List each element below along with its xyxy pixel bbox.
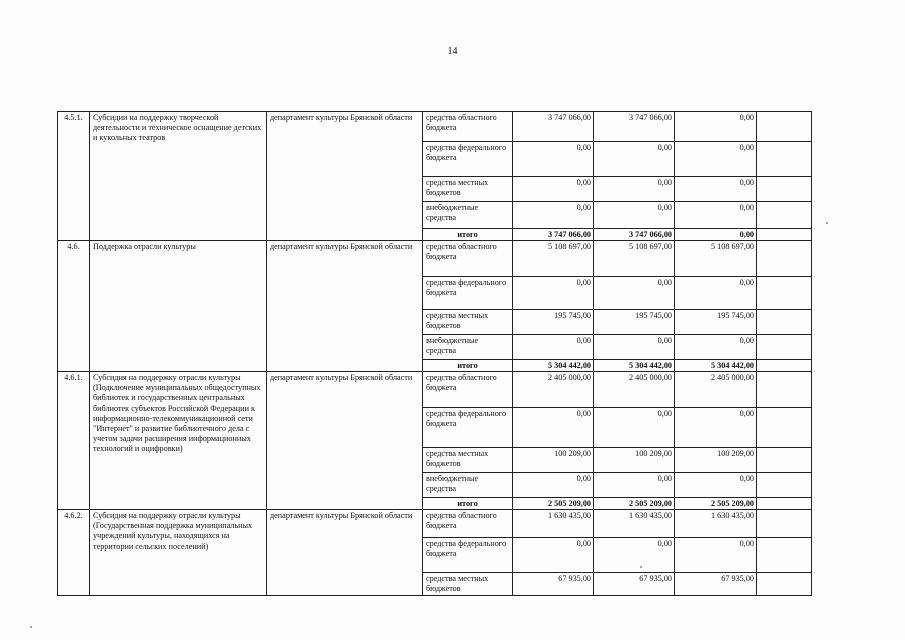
amount-col-2: 0,00 <box>594 277 675 310</box>
funding-source: средства федерального бюджета <box>423 408 513 448</box>
amount-col-1: 0,00 <box>513 277 594 310</box>
funding-source: средства федерального бюджета <box>423 142 513 177</box>
empty-cell <box>757 112 812 142</box>
funding-source: средства областного бюджета <box>423 510 513 538</box>
item-name: Субсидия на поддержку отрасли культуры (Подключение муниципальных общедоступных библиотек и государственных центральных библиотек субъектов Российской Федерации к информационно-телекоммуникационной сети "Интернет" и развитие библиотечного дела с учетом задачи расширения информационных технологий и оцифровки) <box>90 372 267 510</box>
item-code: 4.6.2. <box>58 510 90 596</box>
amount-col-1: 3 747 066,00 <box>513 229 594 241</box>
amount-col-1: 0,00 <box>513 202 594 229</box>
amount-col-3: 195 745,00 <box>675 310 757 335</box>
amount-col-1: 2 405 000,00 <box>513 372 594 408</box>
funding-source: средства местных бюджетов <box>423 573 513 596</box>
empty-cell <box>757 277 812 310</box>
amount-col-1: 5 108 697,00 <box>513 241 594 277</box>
amount-col-3: 1 630 435,00 <box>675 510 757 538</box>
page-number: 14 <box>447 46 458 57</box>
empty-cell <box>757 310 812 335</box>
amount-col-1: 67 935,00 <box>513 573 594 596</box>
empty-cell <box>757 360 812 372</box>
empty-cell <box>757 142 812 177</box>
amount-col-2: 2 505 209,00 <box>594 498 675 510</box>
amount-col-1: 100 209,00 <box>513 448 594 473</box>
empty-cell <box>757 538 812 573</box>
funding-source: внебюджетные средства <box>423 473 513 498</box>
amount-col-2: 0,00 <box>594 538 675 573</box>
funding-source: средства местных бюджетов <box>423 310 513 335</box>
amount-col-1: 195 745,00 <box>513 310 594 335</box>
amount-col-3: 2 405 000,00 <box>675 372 757 408</box>
item-code: 4.5.1. <box>58 112 90 241</box>
amount-col-2: 67 935,00 <box>594 573 675 596</box>
amount-col-3: 0,00 <box>675 538 757 573</box>
amount-col-1: 1 630 435,00 <box>513 510 594 538</box>
empty-cell <box>757 241 812 277</box>
amount-col-2: 0,00 <box>594 335 675 360</box>
total-label: итого <box>423 360 513 372</box>
amount-col-2: 3 747 066,00 <box>594 229 675 241</box>
budget-table <box>57 111 812 596</box>
amount-col-3: 0,00 <box>675 177 757 202</box>
amount-col-1: 0,00 <box>513 408 594 448</box>
amount-col-2: 0,00 <box>594 177 675 202</box>
table-row <box>58 372 812 408</box>
item-name: Субсидии на поддержку творческой деятельности и техническое оснащение детских и кукольных театров <box>90 112 267 241</box>
amount-col-1: 0,00 <box>513 335 594 360</box>
item-executor: департамент культуры Брянской области <box>267 241 423 372</box>
amount-col-1: 2 505 209,00 <box>513 498 594 510</box>
amount-col-3: 0,00 <box>675 202 757 229</box>
amount-col-2: 5 304 442,00 <box>594 360 675 372</box>
item-code: 4.6. <box>58 241 90 372</box>
empty-cell <box>757 448 812 473</box>
amount-col-2: 195 745,00 <box>594 310 675 335</box>
amount-col-3: 0,00 <box>675 142 757 177</box>
funding-source: средства областного бюджета <box>423 241 513 277</box>
funding-source: средства федерального бюджета <box>423 538 513 573</box>
amount-col-2: 0,00 <box>594 202 675 229</box>
empty-cell <box>757 408 812 448</box>
amount-col-1: 3 747 066,00 <box>513 112 594 142</box>
amount-col-2: 5 108 697,00 <box>594 241 675 277</box>
amount-col-2: 0,00 <box>594 142 675 177</box>
funding-source: внебюджетные средства <box>423 335 513 360</box>
amount-col-1: 0,00 <box>513 473 594 498</box>
amount-col-3: 2 505 209,00 <box>675 498 757 510</box>
empty-cell <box>757 573 812 596</box>
item-name: Субсидия на поддержку отрасли культуры (Государственная поддержка муниципальных учреждений культуры, находящихся на территории сельских поселений) <box>90 510 267 596</box>
item-name: Поддержка отрасли культуры <box>90 241 267 372</box>
amount-col-3: 0,00 <box>675 408 757 448</box>
table-row <box>58 241 812 277</box>
empty-cell <box>757 229 812 241</box>
amount-col-2: 1 630 435,00 <box>594 510 675 538</box>
item-code: 4.6.1. <box>58 372 90 510</box>
amount-col-3: 100 209,00 <box>675 448 757 473</box>
empty-cell <box>757 177 812 202</box>
amount-col-2: 2 405 000,00 <box>594 372 675 408</box>
table-row <box>58 510 812 538</box>
amount-col-3: 0,00 <box>675 229 757 241</box>
scan-speck <box>826 222 828 224</box>
amount-col-3: 5 304 442,00 <box>675 360 757 372</box>
amount-col-2: 0,00 <box>594 408 675 448</box>
empty-cell <box>757 372 812 408</box>
amount-col-2: 100 209,00 <box>594 448 675 473</box>
funding-source: средства федерального бюджета <box>423 277 513 310</box>
empty-cell <box>757 473 812 498</box>
amount-col-3: 0,00 <box>675 277 757 310</box>
total-label: итого <box>423 229 513 241</box>
funding-source: средства местных бюджетов <box>423 448 513 473</box>
amount-col-1: 0,00 <box>513 538 594 573</box>
amount-col-1: 0,00 <box>513 177 594 202</box>
item-executor: департамент культуры Брянской области <box>267 510 423 596</box>
amount-col-1: 5 304 442,00 <box>513 360 594 372</box>
amount-col-2: 0,00 <box>594 473 675 498</box>
empty-cell <box>757 335 812 360</box>
funding-source: внебюджетные средства <box>423 202 513 229</box>
amount-col-3: 5 108 697,00 <box>675 241 757 277</box>
amount-col-3: 67 935,00 <box>675 573 757 596</box>
funding-source: средства областного бюджета <box>423 372 513 408</box>
item-executor: департамент культуры Брянской области <box>267 372 423 510</box>
amount-col-2: 3 747 066,00 <box>594 112 675 142</box>
amount-col-3: 0,00 <box>675 473 757 498</box>
empty-cell <box>757 510 812 538</box>
table-row <box>58 112 812 142</box>
scan-speck <box>30 626 32 628</box>
funding-source: средства областного бюджета <box>423 112 513 142</box>
empty-cell <box>757 498 812 510</box>
amount-col-3: 0,00 <box>675 335 757 360</box>
empty-cell <box>757 202 812 229</box>
scan-speck <box>640 566 642 568</box>
item-executor: департамент культуры Брянской области <box>267 112 423 241</box>
funding-source: средства местных бюджетов <box>423 177 513 202</box>
amount-col-1: 0,00 <box>513 142 594 177</box>
total-label: итого <box>423 498 513 510</box>
amount-col-3: 0,00 <box>675 112 757 142</box>
